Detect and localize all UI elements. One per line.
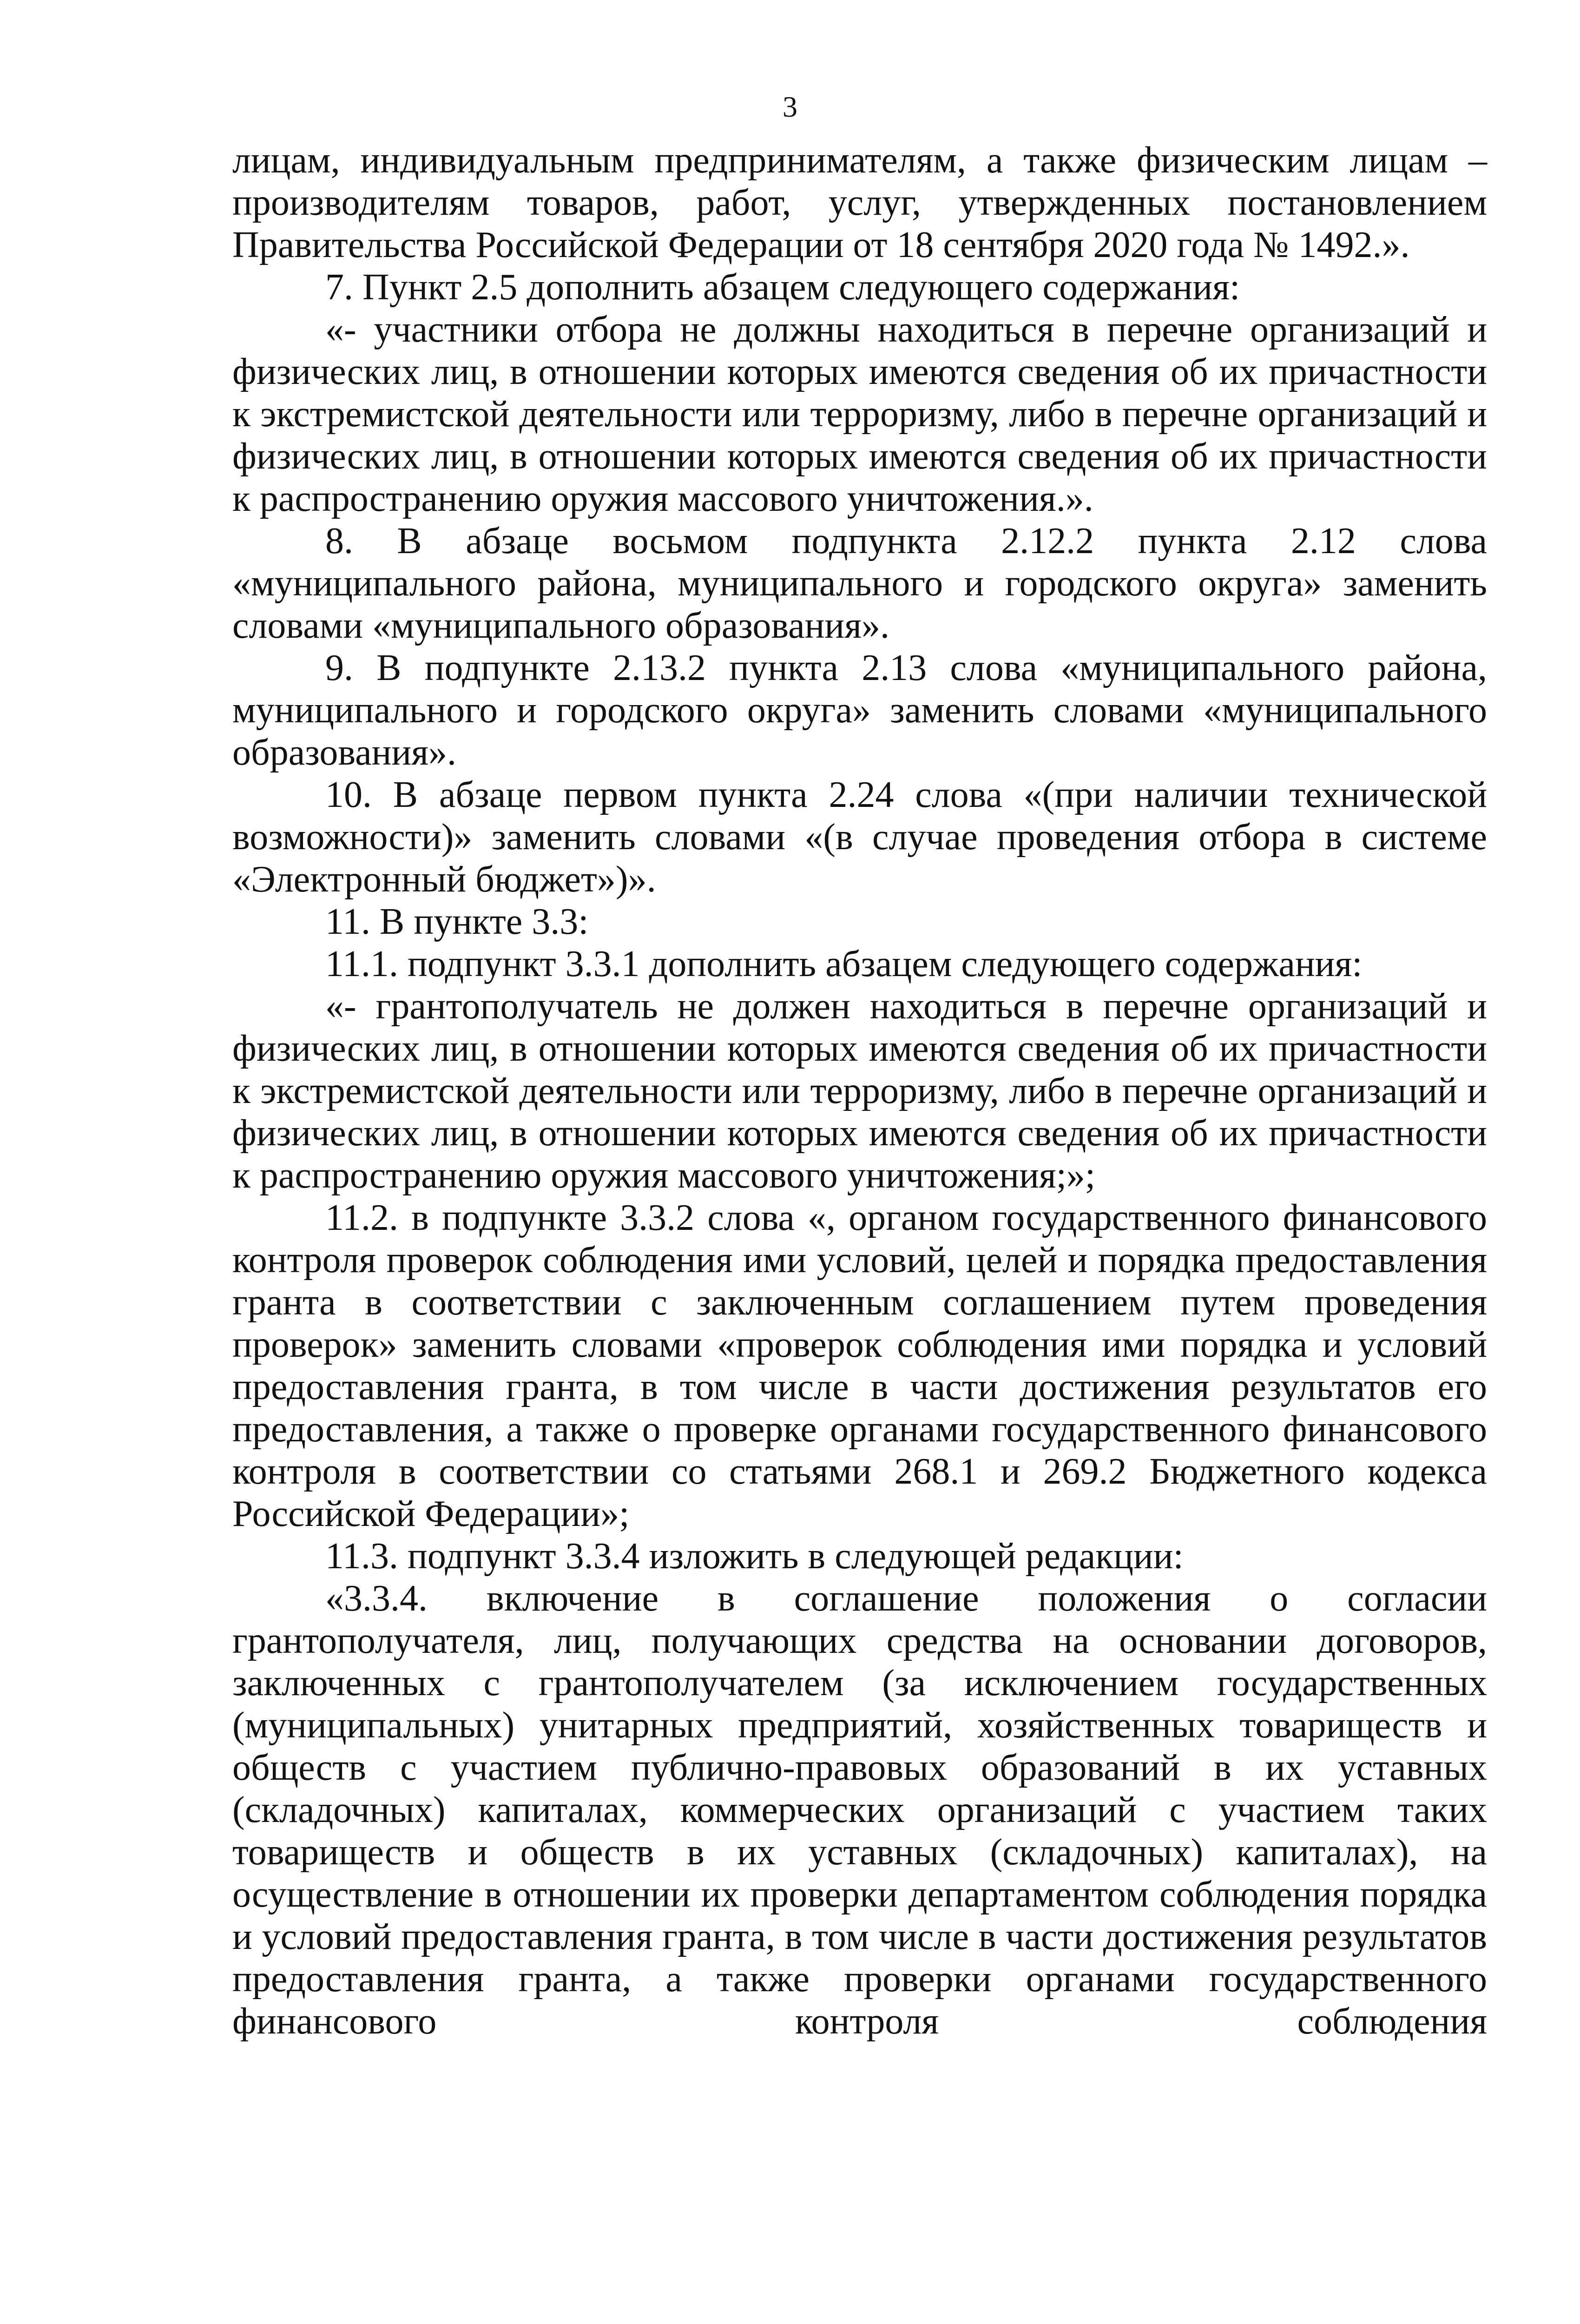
paragraph-item-3-3-4-quote: «3.3.4. включение в соглашение положения о согласии грантополучателя, лиц, получающих средства на основании договоров, заключенных с грантополучателем (за исключением государственных (муниципальных) унитарных предприятий, хозяйственных товариществ и обществ с участием публично-правовых образований в их уставных (складочных) капиталах, коммерческих организаций с участием таких товариществ и обществ в их уставных (складочных) капиталах), на осуществление в отношении их проверки департаментом соблюдения порядка и условий предоставления гранта, в том числе в части достижения результатов предоставления гранта, а также проверки органами государственного финансового контроля соблюдения: [232, 1578, 1487, 2042]
paragraph-item-11-1: 11.1. подпункт 3.3.1 дополнить абзацем следующего содержания:: [325, 944, 1363, 984]
paragraph-item-7: 7. Пункт 2.5 дополнить абзацем следующего содержания:: [325, 267, 1240, 308]
paragraph-item-11-2: 11.2. в подпункте 3.3.2 слова «, органом государственного финансового контроля проверок соблюдения ими условий, целей и порядка предоставления гранта в соответствии с заключенным соглашением путем проведения проверок» заменить словами «проверок соблюдения ими порядка и условий предоставления гранта, в том числе в части достижения результатов его предоставления, а также о проверке органами государственного финансового контроля в соответствии со статьями 268.1 и 269.2 Бюджетного кодекса Российской Федерации»;: [232, 1197, 1487, 1534]
paragraph-item-7-quote: «- участники отбора не должны находиться в перечне организаций и физических лиц, в отношении которых имеются сведения об их причастности к экстремистской деятельности или терроризму, либо в перечне организаций и физических лиц, в отношении которых имеются сведения об их причастности к распространению оружия массового уничтожения.».: [232, 309, 1487, 519]
paragraph-item-10: 10. В абзаце первом пункта 2.24 слова «(при наличии технической возможности)» заменить словами «(в случае проведения отбора в системе «Электронный бюджет»)».: [232, 774, 1487, 900]
paragraph-item-11: 11. В пункте 3.3:: [325, 901, 589, 942]
paragraph-continuation: лицам, индивидуальным предпринимателям, а также физическим лицам – производителям товаров, работ, услуг, утвержденных постановлением Правительства Российской Федерации от 18 сентября 2020 года № 1492.».: [232, 140, 1487, 265]
page-number: 3: [783, 90, 797, 123]
paragraph-item-11-1-quote: «- грантополучатель не должен находиться в перечне организаций и физических лиц, в отношении которых имеются сведения об их причастности к экстремистской деятельности или терроризму, либо в перечне организаций и физических лиц, в отношении которых имеются сведения об их причастности к распространению оружия массового уничтожения;»;: [232, 986, 1487, 1196]
paragraph-item-11-3: 11.3. подпункт 3.3.4 изложить в следующей редакции:: [325, 1536, 1184, 1577]
paragraph-item-9: 9. В подпункте 2.13.2 пункта 2.13 слова «муниципального района, муниципального и городского округа» заменить словами «муниципального образования».: [232, 647, 1487, 773]
paragraph-item-8: 8. В абзаце восьмом подпункта 2.12.2 пункта 2.12 слова «муниципального района, муниципального и городского округа» заменить словами «муниципального образования».: [232, 521, 1487, 646]
document-body: [232, 139, 1487, 2043]
